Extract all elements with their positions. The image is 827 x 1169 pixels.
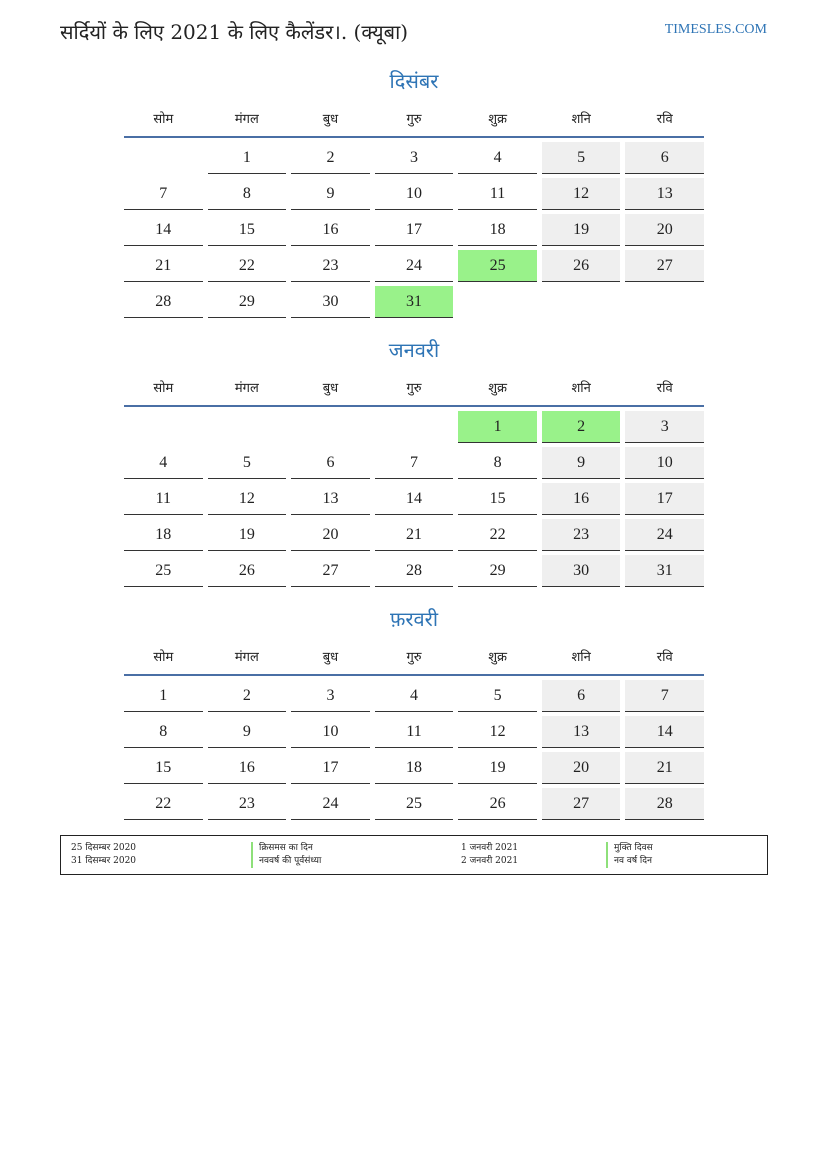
day-cell: 25 [375, 788, 454, 820]
month-december [124, 66, 704, 322]
day-cell: 19 [542, 214, 621, 246]
day-cell: 14 [124, 214, 203, 246]
site-link[interactable]: TIMESLES.COM [664, 22, 767, 37]
day-cell: 26 [458, 788, 537, 820]
day-cell: 8 [124, 716, 203, 748]
week-row [124, 411, 704, 443]
empty-day-cell [375, 411, 454, 443]
day-cell: 24 [625, 519, 704, 551]
day-cell: 26 [208, 555, 287, 587]
week-row [124, 178, 704, 210]
day-cell: 1 [124, 680, 203, 712]
weekday-header [124, 106, 704, 138]
week-row [124, 286, 704, 318]
week-row [124, 788, 704, 820]
month-january [124, 335, 704, 591]
week-row [124, 680, 704, 712]
month-title: दिसंबर [389, 69, 439, 93]
day-cell: 20 [542, 752, 621, 784]
page-title: सर्दियों के लिए 2021 के लिए कैलेंडर।. (क्यूबा) [60, 20, 409, 44]
weekday-label: सोम [153, 112, 174, 127]
day-cell: 5 [542, 142, 621, 174]
weekday-header [124, 375, 704, 407]
day-cell: 4 [458, 142, 537, 174]
weekday-label: शुक्र [488, 381, 508, 396]
day-cell: 1 [208, 142, 287, 174]
day-cell: 16 [291, 214, 370, 246]
day-cell: 9 [542, 447, 621, 479]
weekday-label: सोम [153, 381, 174, 396]
day-cell: 9 [291, 178, 370, 210]
day-grid [124, 142, 704, 318]
day-cell: 18 [375, 752, 454, 784]
weekday-label: सोम [153, 650, 174, 665]
day-cell: 2 [291, 142, 370, 174]
day-cell: 12 [542, 178, 621, 210]
day-cell: 5 [208, 447, 287, 479]
day-cell: 28 [625, 788, 704, 820]
weekday-label: गुरु [406, 381, 422, 396]
weekday-label: गुरु [406, 112, 422, 127]
empty-day-cell [124, 142, 203, 174]
day-cell: 7 [375, 447, 454, 479]
day-cell: 6 [625, 142, 704, 174]
weekday-label: गुरु [406, 650, 422, 665]
empty-day-cell [625, 286, 704, 318]
legend-holiday-name: क्रिसमस का दिन [251, 842, 313, 855]
day-cell: 21 [375, 519, 454, 551]
day-cell: 11 [124, 483, 203, 515]
day-cell: 12 [458, 716, 537, 748]
day-cell: 14 [375, 483, 454, 515]
day-cell: 15 [458, 483, 537, 515]
day-cell: 11 [375, 716, 454, 748]
day-cell: 23 [291, 250, 370, 282]
day-cell: 30 [542, 555, 621, 587]
day-cell: 10 [625, 447, 704, 479]
day-cell: 26 [542, 250, 621, 282]
weekday-label: मंगल [234, 381, 259, 396]
legend-holiday-name: मुक्ति दिवस [606, 842, 653, 855]
day-grid [124, 411, 704, 587]
weekday-label: शुक्र [488, 650, 508, 665]
legend-date: 2 जनवरी 2021 [461, 856, 519, 866]
day-cell: 16 [542, 483, 621, 515]
day-cell: 13 [291, 483, 370, 515]
empty-day-cell [208, 411, 287, 443]
day-cell: 31 [625, 555, 704, 587]
day-cell: 29 [458, 555, 537, 587]
week-row [124, 483, 704, 515]
day-cell: 13 [625, 178, 704, 210]
day-cell: 8 [208, 178, 287, 210]
day-cell: 3 [375, 142, 454, 174]
day-cell: 24 [291, 788, 370, 820]
month-title: फ़रवरी [389, 607, 439, 631]
day-cell: 25 [124, 555, 203, 587]
month-title: जनवरी [388, 338, 440, 362]
week-row [124, 752, 704, 784]
weekday-label: मंगल [234, 112, 259, 127]
day-cell: 17 [625, 483, 704, 515]
day-cell: 17 [291, 752, 370, 784]
day-cell: 28 [124, 286, 203, 318]
day-cell: 5 [458, 680, 537, 712]
empty-day-cell [458, 286, 537, 318]
day-cell: 1 [458, 411, 537, 443]
day-cell: 10 [375, 178, 454, 210]
day-cell: 7 [625, 680, 704, 712]
weekday-label: शनि [571, 112, 591, 127]
day-cell: 4 [124, 447, 203, 479]
weekday-label: बुध [322, 381, 339, 396]
day-cell: 19 [208, 519, 287, 551]
holiday-legend [60, 835, 768, 875]
day-cell: 20 [291, 519, 370, 551]
day-cell: 17 [375, 214, 454, 246]
day-cell: 25 [458, 250, 537, 282]
day-cell: 7 [124, 178, 203, 210]
weekday-label: रवि [656, 381, 673, 396]
day-cell: 14 [625, 716, 704, 748]
day-cell: 28 [375, 555, 454, 587]
weekday-label: शुक्र [488, 112, 508, 127]
day-cell: 27 [291, 555, 370, 587]
legend-holiday-name: नववर्ष की पूर्वसंध्या [251, 855, 321, 868]
day-cell: 10 [291, 716, 370, 748]
day-cell: 22 [124, 788, 203, 820]
week-row [124, 214, 704, 246]
day-cell: 23 [208, 788, 287, 820]
weekday-label: शनि [571, 650, 591, 665]
day-cell: 23 [542, 519, 621, 551]
day-cell: 16 [208, 752, 287, 784]
day-cell: 2 [208, 680, 287, 712]
day-cell: 6 [542, 680, 621, 712]
week-row [124, 250, 704, 282]
day-cell: 31 [375, 286, 454, 318]
day-cell: 15 [208, 214, 287, 246]
day-cell: 9 [208, 716, 287, 748]
week-row [124, 716, 704, 748]
day-cell: 13 [542, 716, 621, 748]
day-cell: 12 [208, 483, 287, 515]
day-cell: 15 [124, 752, 203, 784]
day-cell: 30 [291, 286, 370, 318]
day-cell: 19 [458, 752, 537, 784]
empty-day-cell [542, 286, 621, 318]
week-row [124, 555, 704, 587]
day-cell: 2 [542, 411, 621, 443]
weekday-label: बुध [322, 112, 339, 127]
day-cell: 29 [208, 286, 287, 318]
day-cell: 6 [291, 447, 370, 479]
empty-day-cell [124, 411, 203, 443]
day-cell: 20 [625, 214, 704, 246]
weekday-label: शनि [571, 381, 591, 396]
weekday-label: रवि [656, 650, 673, 665]
day-grid [124, 680, 704, 820]
legend-date: 31 दिसम्बर 2020 [71, 856, 137, 866]
day-cell: 11 [458, 178, 537, 210]
week-row [124, 447, 704, 479]
legend-holiday-name: नव वर्ष दिन [606, 855, 652, 868]
weekday-label: बुध [322, 650, 339, 665]
week-row [124, 142, 704, 174]
day-cell: 27 [542, 788, 621, 820]
legend-date: 25 दिसम्बर 2020 [71, 843, 137, 853]
day-cell: 27 [625, 250, 704, 282]
empty-day-cell [291, 411, 370, 443]
weekday-label: रवि [656, 112, 673, 127]
day-cell: 22 [208, 250, 287, 282]
day-cell: 3 [291, 680, 370, 712]
day-cell: 22 [458, 519, 537, 551]
weekday-header [124, 644, 704, 676]
day-cell: 21 [124, 250, 203, 282]
day-cell: 21 [625, 752, 704, 784]
day-cell: 3 [625, 411, 704, 443]
day-cell: 4 [375, 680, 454, 712]
day-cell: 24 [375, 250, 454, 282]
day-cell: 18 [124, 519, 203, 551]
day-cell: 18 [458, 214, 537, 246]
legend-date: 1 जनवरी 2021 [461, 843, 519, 853]
week-row [124, 519, 704, 551]
weekday-label: मंगल [234, 650, 259, 665]
day-cell: 8 [458, 447, 537, 479]
month-february [124, 604, 704, 824]
